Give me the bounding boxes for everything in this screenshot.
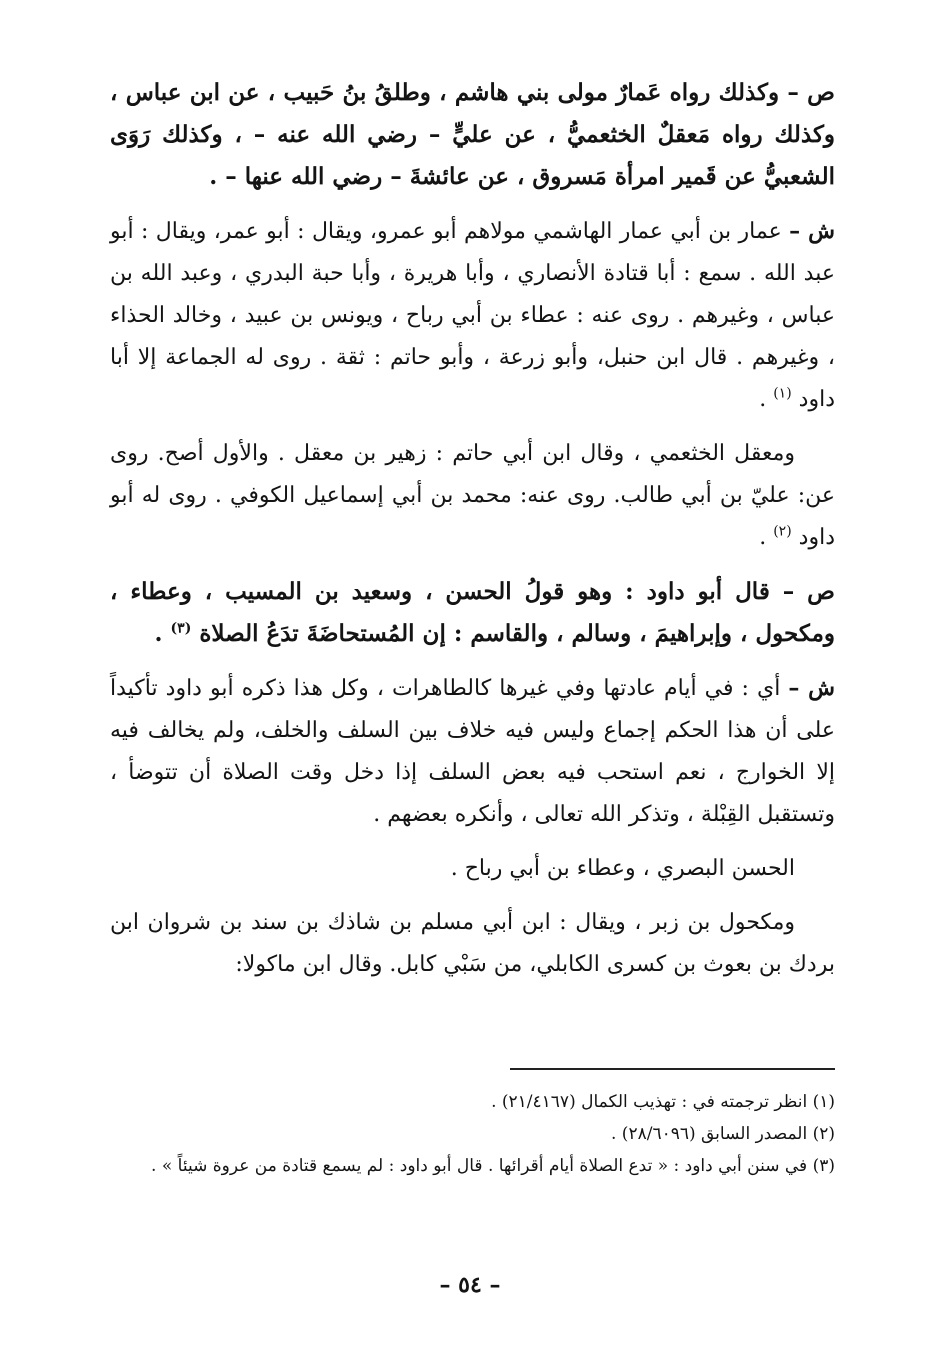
footnote-3: (٣) في سنن أبي داود : « تدع الصلاة أيام أقرائها . قال أبو داود : لم يسمع قتادة من عروة شيئاً » . (151, 1156, 835, 1176)
paragraph-7 (110, 902, 835, 986)
page-number: – ٥٤ – (439, 1272, 501, 1298)
footnote-2: (٢) المصدر السابق (٢٨/٦٠٩٦) . (611, 1124, 835, 1144)
paragraph-tail: . (759, 387, 774, 412)
footnote-1: (١) انظر ترجمته في : تهذيب الكمال (٢١/٤١٦٧) . (491, 1092, 835, 1112)
paragraph-lead: ص – (782, 578, 835, 605)
paragraph-text: ومكحول بن زبر ، ويقال : ابن أبي مسلم بن شاذك بن سند بن شروان ابن بردك بن بعوث بن كسرى الكابلي، من سَبْي كابل. وقال ابن ماكولا: (110, 910, 835, 977)
paragraph-lead: ص – (787, 79, 835, 106)
paragraph-text: وكذلك رواه عَمارٌ مولى بني هاشم ، وطلقُ بنُ حَبيب ، عن ابن عباس ، وكذلك رواه مَعقلٌ الخثعميُّ ، عن عليٍّ – رضي الله عنه – ، وكذلك رَوَى الشعبيُّ عن قَمير امرأة مَسروق ، عن عائشةَ – رضي الله عنها – . (110, 79, 835, 190)
paragraph-1 (110, 72, 835, 198)
paragraph-5 (110, 667, 835, 836)
paragraph-2 (110, 210, 835, 421)
main-text (110, 72, 835, 998)
paragraph-4 (110, 571, 835, 655)
paragraph-text: أي : في أيام عادتها وفي غيرها كالطاهرات ، وكل هذا ذكره أبو داود تأكيداً على أن هذا الحكم إجماع وليس فيه خلاف بين السلف والخلف، ولم يخالف فيه إلا الخوارج ، نعم استحب فيه بعض السلف إذا دخل وقت الصلاة أن تتوضأ ، وتستقبل القِبْلة ، وتذكر الله تعالى ، وأنكره بعضهم . (110, 676, 835, 827)
paragraph-text: قال أبو داود : وهو قولُ الحسن ، وسعيد بن المسيب ، وعطاء ، ومكحول ، وإبراهيمَ ، وسالم ، والقاسم : إن المُستحاضَةَ تدَعُ الصلاة (110, 578, 835, 647)
paragraph-6 (110, 848, 835, 890)
paragraph-text: عمار بن أبي عمار الهاشمي مولاهم أبو عمرو، ويقال : أبو عمر، ويقال : أبو عبد الله . سمع : أبا قتادة الأنصاري ، وأبا هريرة ، وأبا حبة البدري ، وعبد الله بن عباس ، وغيرهم . روى عنه : عطاء بن أبي رباح ، ويونس بن عبيد ، وخالد الحذاء ، وغيرهم . قال ابن حنبل، وأبو زرعة ، وأبو حاتم : ثقة . روى له الجماعة إلا أبا داود (110, 219, 835, 412)
paragraph-text: ومعقل الخثعمي ، وقال ابن أبي حاتم : زهير بن معقل . والأول أصح. روى عن: عليّ بن أبي طالب. روى عنه: محمد بن أبي إسماعيل الكوفي . روى له أبو داود (110, 441, 835, 550)
footnotes (110, 1086, 835, 1182)
footnote-ref: (٢) (773, 523, 792, 540)
paragraph-lead: ش – (789, 218, 835, 244)
paragraph-tail: . (154, 620, 171, 647)
paragraph-3 (110, 433, 835, 559)
paragraph-lead: ش – (788, 675, 835, 701)
paragraph-tail: . (759, 525, 774, 550)
footnote-divider (510, 1068, 835, 1070)
paragraph-text: الحسن البصري ، وعطاء بن أبي رباح . (450, 856, 795, 881)
footnote-ref: (١) (773, 385, 792, 402)
footnote-ref: (٣) (170, 620, 192, 637)
